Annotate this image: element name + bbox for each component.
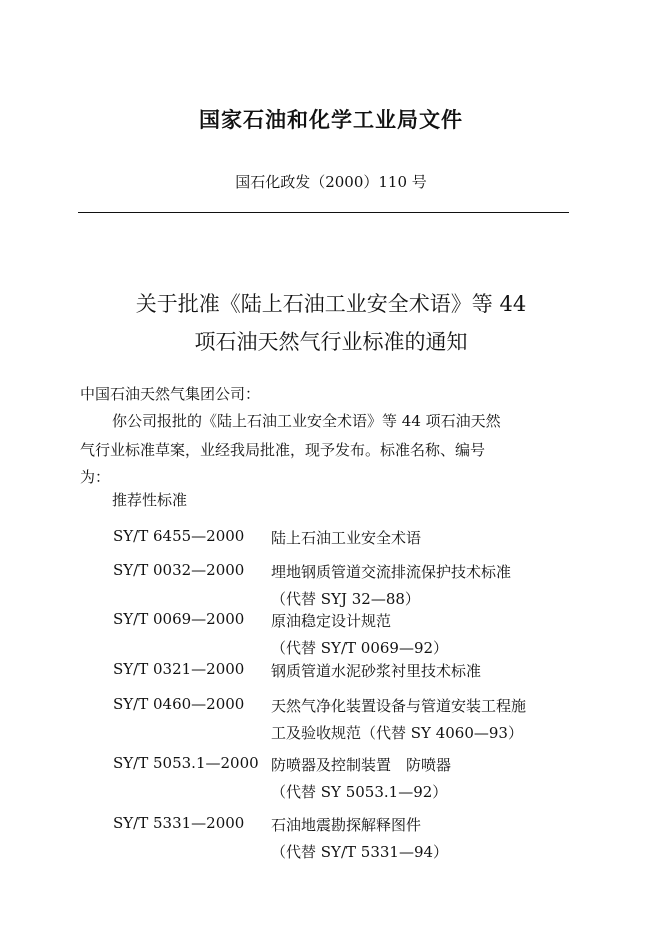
standard-replaces: （代替 SY/T 0069—92） [271, 639, 449, 657]
standard-title: 防喷器及控制装置 防喷器 [271, 756, 452, 774]
standard-title: 钢质管道水泥砂浆衬里技术标准 [271, 662, 482, 680]
issuer-title: 国家石油和化学工业局文件 [199, 108, 463, 132]
document-number: 国石化政发（2000）110 号 [235, 173, 427, 191]
standard-title: 石油地震勘探解释图件 [271, 816, 422, 834]
salutation: 中国石油天然气集团公司： [80, 385, 261, 403]
standard-title: 埋地钢质管道交流排流保护技术标准 [271, 563, 512, 581]
standard-title: 天然气净化装置设备与管道安装工程施 [271, 697, 527, 715]
standard-title-continued: 工及验收规范（代替 SY 4060—93） [271, 724, 523, 742]
standard-category: 推荐性标准 [112, 491, 188, 509]
body-paragraph-line-3: 为： [80, 468, 111, 486]
standard-code: SY/T 0069—2000 [113, 610, 245, 628]
standard-code: SY/T 0321—2000 [113, 660, 245, 678]
standard-code: SY/T 0032—2000 [113, 561, 245, 579]
standard-code: SY/T 5331—2000 [113, 814, 245, 832]
standard-title: 陆上石油工业安全术语 [271, 529, 422, 547]
header-divider [78, 212, 569, 213]
standard-code: SY/T 0460—2000 [113, 695, 245, 713]
notice-title-line-1: 关于批准《陆上石油工业安全术语》等 44 [135, 292, 527, 316]
notice-title-line-2: 项石油天然气行业标准的通知 [194, 330, 468, 354]
standard-code: SY/T 5053.1—2000 [113, 754, 259, 772]
standard-replaces: （代替 SY 5053.1—92） [271, 783, 448, 801]
standard-replaces: （代替 SY/T 5331—94） [271, 843, 449, 861]
body-paragraph-line-1: 你公司报批的《陆上石油工业安全术语》等 44 项石油天然 [112, 412, 501, 430]
standard-code: SY/T 6455—2000 [113, 527, 245, 545]
body-paragraph-line-2: 气行业标准草案，业经我局批准，现予发布。标准名称、编号 [80, 441, 486, 459]
standard-title: 原油稳定设计规范 [271, 612, 392, 630]
standard-replaces: （代替 SYJ 32—88） [271, 590, 420, 608]
